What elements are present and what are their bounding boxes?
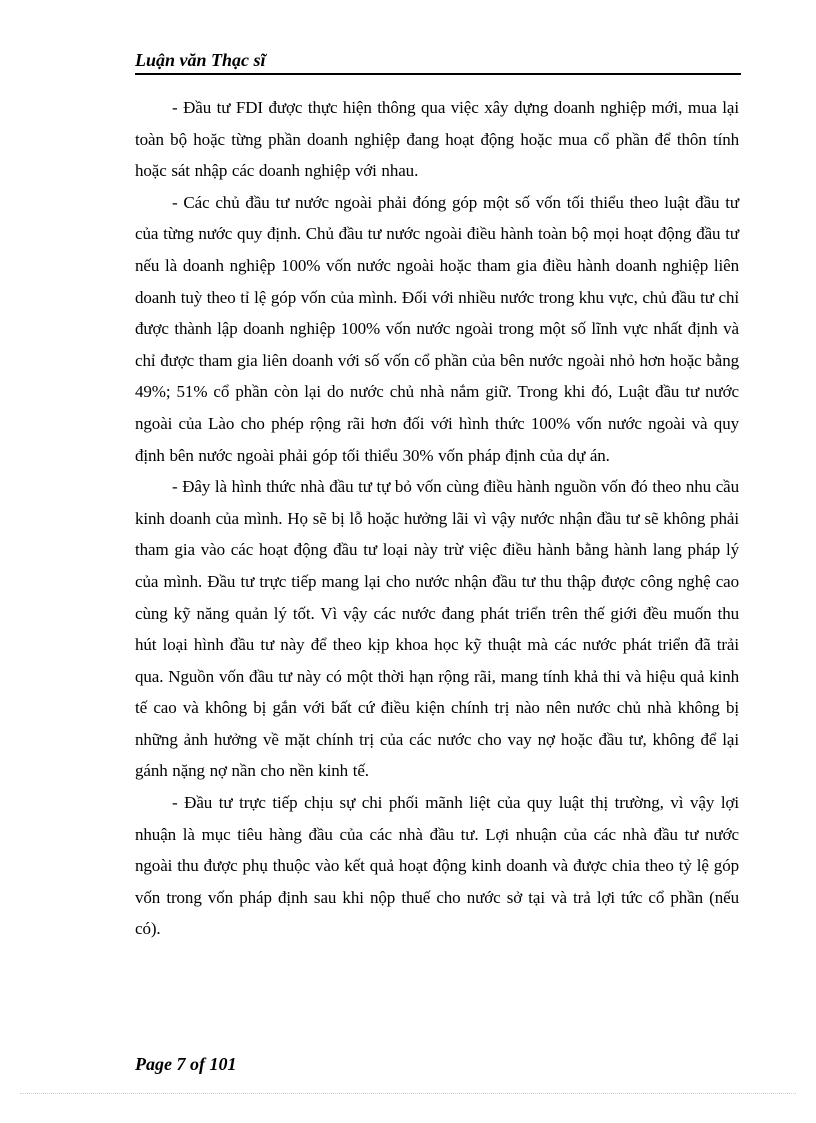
paragraph: - Đầu tư trực tiếp chịu sự chi phối mãnh liệt của quy luật thị trường, vì vậy lợi nhuận là mục tiêu hàng đầu của các nhà đầu tư. Lợi nhuận của các nhà đầu tư nước ngoài thu được phụ thuộc vào kết quả hoạt động kinh doanh và được chia theo tỷ lệ góp vốn trong vốn pháp định sau khi nộp thuế cho nước sở tại và trả lợi tức cổ phần (nếu có). [135,793,739,939]
paragraph: - Các chủ đầu tư nước ngoài phải đóng góp một số vốn tối thiểu theo luật đầu tư của từng nước quy định. Chủ đầu tư nước ngoài điều hành toàn bộ mọi hoạt động đầu tư nếu là doanh nghiệp 100% vốn nước ngoài hoặc tham gia điều hành doanh nghiệp liên doanh tuỳ theo tỉ lệ góp vốn của mình. Đối với nhiều nước trong khu vực, chủ đầu tư chỉ được thành lập doanh nghiệp 100% vốn nước ngoài trong một số lĩnh vực nhất định và chỉ được tham gia liên doanh với số vốn cổ phần của bên nước ngoài nhỏ hơn hoặc bằng 49%; 51% cổ phần còn lại do nước chủ nhà nắm giữ. Trong khi đó, Luật đầu tư nước ngoài của Lào cho phép rộng rãi hơn đối với hình thức 100% vốn nước ngoài và quy định bên nước ngoài phải góp tối thiểu 30% vốn pháp định của dự án. [135,192,740,465]
document-title: Luận văn Thạc sĩ [135,50,266,70]
document-body [135,92,739,945]
paragraph: - Đây là hình thức nhà đầu tư tự bỏ vốn cùng điều hành nguồn vốn đó theo nhu cầu kinh doanh của mình. Họ sẽ bị lỗ hoặc hưởng lãi vì vậy nước nhận đầu tư sẽ không phải tham gia vào các hoạt động đầu tư loại này trừ việc điều hành bằng hành lang pháp lý của mình. Đầu tư trực tiếp mang lại cho nước nhận đầu tư thu thập được công nghệ cao cùng kỹ năng quản lý tốt. Vì vậy các nước đang phát triển trên thế giới đều muốn thu hút loại hình đầu tư này để theo kịp khoa học kỹ thuật mà các nước phát triển đã trải qua. Nguồn vốn đầu tư này có một thời hạn rộng rãi, mang tính khả thi và hiệu quả kinh tế cao và không bị gắn với bất cứ điều kiện chính trị nào nên nước chủ nhà không bị những ảnh hưởng về mặt chính trị của các nước cho vay nợ hoặc đầu tư, không để lại gánh nặng nợ nần cho nền kinh tế. [135,477,739,781]
page-header [135,49,741,75]
page-boundary [20,1093,796,1094]
paragraph: - Đầu tư FDI được thực hiện thông qua việc xây dựng doanh nghiệp mới, mua lại toàn bộ hoặc từng phần doanh nghiệp đang hoạt động hoặc mua cổ phần để thôn tính hoặc sát nhập các doanh nghiệp với nhau. [135,98,739,181]
page-number: Page 7 of 101 [135,1054,237,1074]
